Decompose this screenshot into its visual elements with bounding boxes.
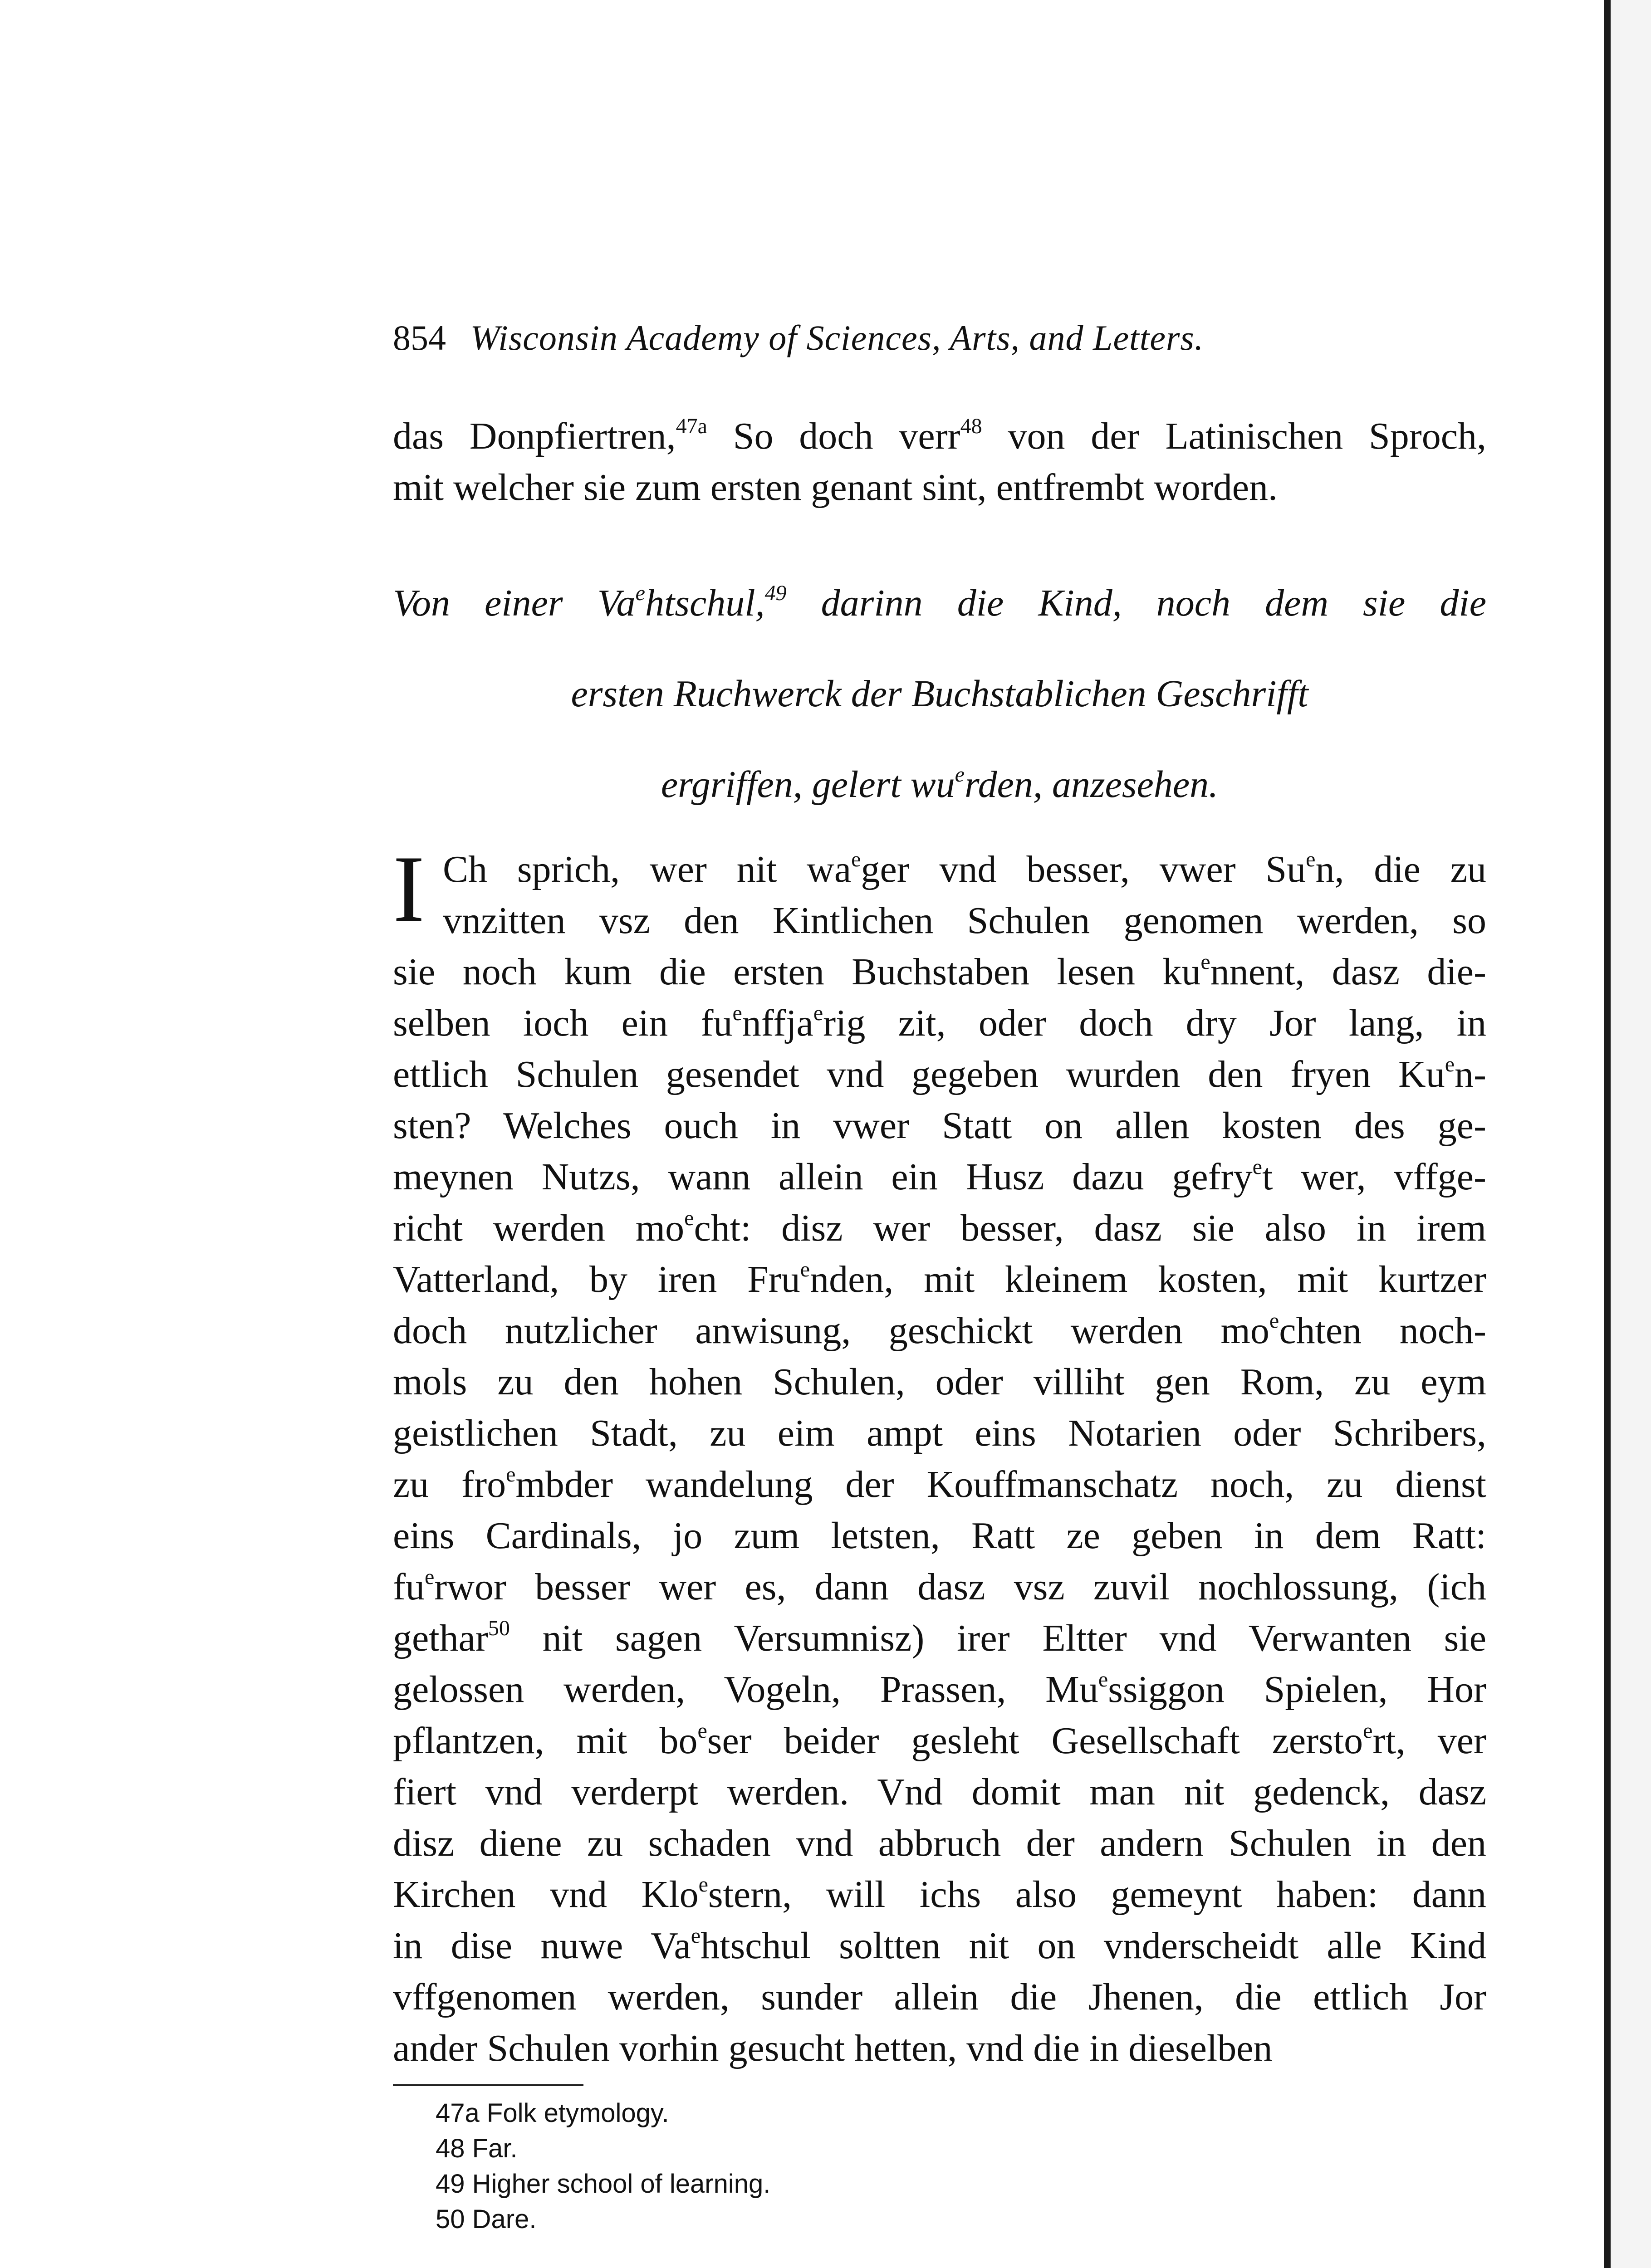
text-line: zu fro$^e$mbder wandelung der Kouffmanschatz noch, zu dienst: [393, 1462, 1486, 1505]
text-line: selben ioch ein $fu^enffja^erig$ zit, oder doch dry Jor lang, in: [393, 1001, 1486, 1044]
text-line: ander Schulen vorhin gesucht hetten, vnd die in dieselben: [393, 2027, 1273, 2069]
footnotes: [436, 2096, 770, 2237]
text-line: pflantzen, mit $bo^eser$ beider gesleht Gesellschaft zersto$^e$rt, ver: [393, 1719, 1487, 1762]
text-line: das Donpfiertren,$^{47a}$ So doch verr$^{48}$ von der Latinischen Sproch,: [393, 414, 1487, 457]
footnote: 49 Higher school of learning.: [436, 2169, 771, 2199]
text-line: eins Cardinals, jo zum letsten, Ratt ze geben in dem Ratt:: [393, 1515, 1486, 1557]
text-line: disz diene zu schaden vnd abbruch der andern Schulen in den: [393, 1822, 1486, 1864]
heading-line: ergriffen, gelert $wu^erden$, anzesehen.: [661, 763, 1219, 806]
heading-line: Von einer Va$^e$htschul,$^{49}$ darinn die Kind, noch dem sie die: [393, 581, 1486, 624]
text-line: in dise nuwe Va$^e$htschul soltten nit on vnderscheidt alle Kind: [393, 1924, 1486, 1967]
text-line: fiert vnd verderpt werden. Vnd domit man nit gedenck, dasz: [393, 1771, 1486, 1813]
text-line: sie noch kum die ersten Buchstaben lesen $ku^ennent$, dasz die-: [393, 950, 1486, 993]
running-title: Wisconsin Academy of Sciences, Arts, and Letters.: [470, 318, 1204, 357]
footnote: 50 Dare.: [436, 2204, 537, 2234]
text-line: meynen Nutzs, wann allein ein Husz dazu gefry$^e$t wer, vffge-: [393, 1155, 1487, 1198]
footnote-rule: [393, 2084, 583, 2086]
main-paragraph: [393, 836, 1487, 2074]
text-line: $fu^erwor$ besser wer es, dann dasz vsz zuvil nochlossung, (ich: [393, 1565, 1486, 1608]
text-line: doch nutzlicher anwisung, geschickt werden $mo^echten$ noch-: [393, 1309, 1486, 1352]
text-line: ettlich Schulen gesendet vnd gegeben wurden den fryen Ku$^e$n-: [393, 1052, 1486, 1095]
text-line: vnzitten vsz den Kintlichen Schulen genomen werden, so: [443, 899, 1486, 942]
footnote: 48 Far.: [436, 2134, 518, 2163]
text-line: richt werden $mo^echt$: disz wer besser, dasz sie also in irem: [393, 1206, 1486, 1249]
text-line: gelossen werden, Vogeln, Prassen, Mu$^e$ssiggon Spielen, Hor: [393, 1667, 1487, 1711]
text-line: sten? Welches ouch in vwer Statt on allen kosten des ge-: [393, 1105, 1486, 1147]
text-line: gethar$^{50}$ nit sagen Versumnisz) irer Eltter vnd Verwanten sie: [393, 1616, 1486, 1659]
running-header: [393, 318, 1418, 358]
drop-cap: I: [393, 836, 425, 942]
text-line: geistlichen Stadt, zu eim ampt eins Notarien oder Schribers,: [393, 1412, 1486, 1454]
page-edge-shadow: [1604, 0, 1611, 2268]
intro-text: [393, 411, 1486, 513]
page-margin-outer: [1611, 0, 1651, 2268]
heading-line: ersten Ruchwerck der Buchstablichen Geschrifft: [571, 673, 1308, 715]
text-line: Ch sprich, wer nit $wa^eger$ vnd besser, vwer Su$^e$n, die zu: [443, 847, 1487, 890]
text-line: vffgenomen werden, sunder allein die Jhenen, die ettlich Jor: [393, 1976, 1486, 2018]
text-line: mols zu den hohen Schulen, oder villiht gen Rom, zu eym: [393, 1361, 1486, 1403]
text-line: Vatterland, by iren Fru$^e$nden, mit kleinem kosten, mit kurtzer: [393, 1257, 1486, 1300]
text-line: mit welcher sie zum ersten genant sint, entfrembt worden.: [393, 466, 1278, 508]
page-number: 854: [393, 318, 446, 357]
footnote: 47a Folk etymology.: [436, 2098, 669, 2128]
text-line: Kirchen vnd Klo$^e$stern, will ichs also gemeynt haben: dann: [393, 1872, 1486, 1916]
section-heading: [393, 576, 1486, 848]
